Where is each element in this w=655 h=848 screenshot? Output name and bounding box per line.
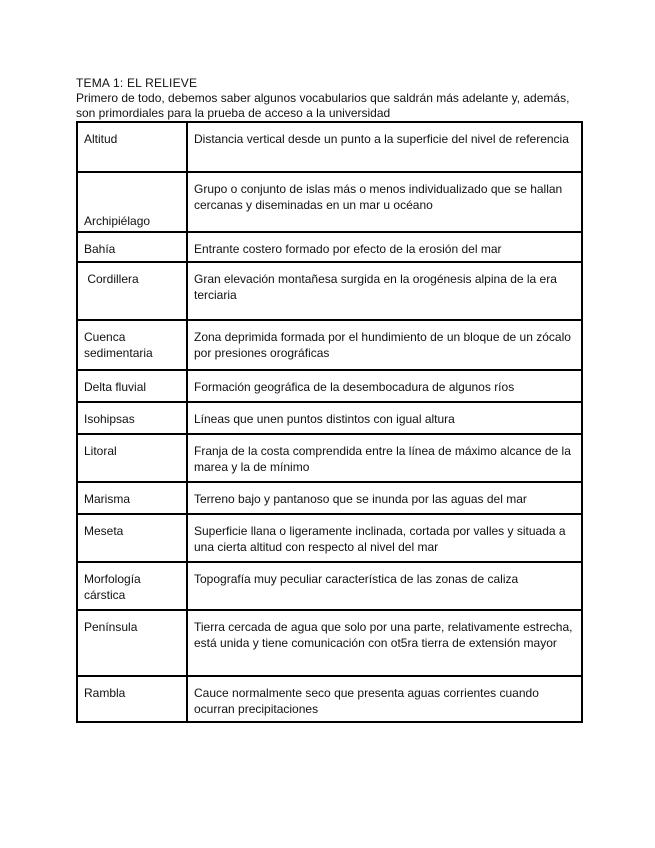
definition-cell: Tierra cercada de agua que solo por una parte, relativamente estrecha, está unida y tiene comunicación con ot5ra tierra de extensión mayor <box>187 610 582 676</box>
table-row <box>77 172 582 232</box>
document-page <box>76 76 580 723</box>
table-row <box>77 676 582 722</box>
term-cell: Cordillera <box>77 262 187 320</box>
term-cell: Litoral <box>77 434 187 482</box>
table-row <box>77 402 582 434</box>
term-cell: Península <box>77 610 187 676</box>
table-row <box>77 320 582 370</box>
definition-cell: Entrante costero formado por efecto de la erosión del mar <box>187 232 582 262</box>
term-cell: Rambla <box>77 676 187 722</box>
term-cell: Cuenca sedimentaria <box>77 320 187 370</box>
definition-cell: Topografía muy peculiar característica de las zonas de caliza <box>187 562 582 610</box>
term-cell: Altitud <box>77 122 187 172</box>
document-intro: Primero de todo, debemos saber algunos vocabularios que saldrán más adelante y, además, son primordiales para la prueba de acceso a la universidad <box>76 91 570 120</box>
term-cell: Isohipsas <box>77 402 187 434</box>
term-cell: Archipiélago <box>77 172 187 232</box>
definition-cell: Formación geográfica de la desembocadura de algunos ríos <box>187 370 582 402</box>
term-cell: Morfología cárstica <box>77 562 187 610</box>
glossary-table <box>76 121 583 723</box>
term-cell: Delta fluvial <box>77 370 187 402</box>
table-row <box>77 370 582 402</box>
definition-cell: Superficie llana o ligeramente inclinada, cortada por valles y situada a una cierta altitud con respecto al nivel del mar <box>187 514 582 562</box>
table-row <box>77 482 582 514</box>
definition-cell: Franja de la costa comprendida entre la línea de máximo alcance de la marea y la de mínimo <box>187 434 582 482</box>
definition-cell: Cauce normalmente seco que presenta aguas corrientes cuando ocurran precipitaciones <box>187 676 582 722</box>
term-cell: Meseta <box>77 514 187 562</box>
table-row <box>77 232 582 262</box>
term-cell: Marisma <box>77 482 187 514</box>
definition-cell: Terreno bajo y pantanoso que se inunda por las aguas del mar <box>187 482 582 514</box>
definition-cell: Distancia vertical desde un punto a la superficie del nivel de referencia <box>187 122 582 172</box>
definition-cell: Líneas que unen puntos distintos con igual altura <box>187 402 582 434</box>
table-row <box>77 562 582 610</box>
table-row <box>77 122 582 172</box>
definition-cell: Zona deprimida formada por el hundimiento de un bloque de un zócalo por presiones orográficas <box>187 320 582 370</box>
definition-cell: Gran elevación montañesa surgida en la orogénesis alpina de la era terciaria <box>187 262 582 320</box>
table-row <box>77 514 582 562</box>
definition-cell: Grupo o conjunto de islas más o menos individualizado que se hallan cercanas y diseminadas en un mar u océano <box>187 172 582 232</box>
table-row <box>77 262 582 320</box>
term-cell: Bahía <box>77 232 187 262</box>
table-row <box>77 610 582 676</box>
document-title: TEMA 1: EL RELIEVE <box>76 76 198 90</box>
table-row <box>77 434 582 482</box>
